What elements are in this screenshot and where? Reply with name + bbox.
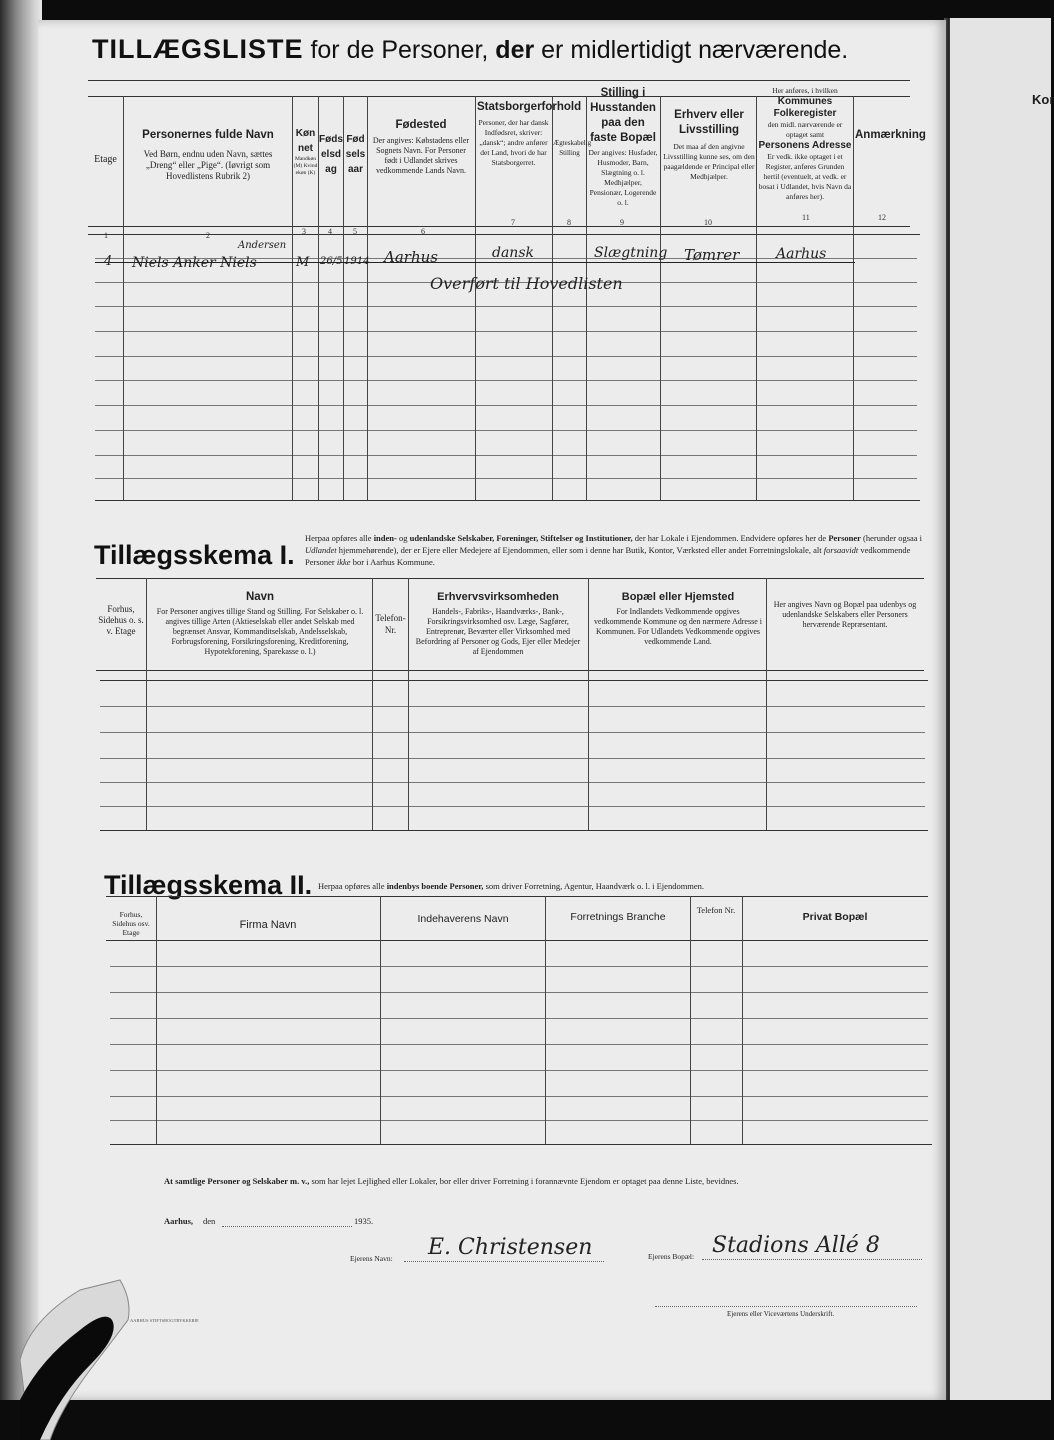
col-occupation-header: Erhverv eller Livsstilling Det maa af den angivne Livsstilling kunne ses, om den paagældende er Principal eller Medhjælper.	[663, 109, 755, 181]
entry-etage: 4	[104, 254, 113, 269]
s1-col-name-header: Navn For Personer angives tillige Stand og Stilling. For Selskaber o. l. angives tillige Arten (Aktieselskab eller andet Selskab med begrænset Ansvar, Kommanditselskab, Andelsselskab, Forbrugsforening, Forsikringsforening, Kreditforening, Hypotekforening, Sparekasse o. l.)	[156, 591, 364, 656]
entry-strikethrough	[95, 262, 855, 263]
s1-col-representative-header: Her angives Navn og Bopæl paa udenbys og udenlandske Selskabers eller Personers herværende Repræsentant.	[773, 600, 917, 629]
col-number: 10	[704, 218, 712, 227]
entry-name: Niels Anker Niels	[132, 255, 257, 271]
col-etage-header: Etage	[94, 154, 117, 165]
entry-sex: M	[296, 255, 310, 270]
form-page	[38, 20, 946, 1400]
col-sex-header: Kønnet Mandkøn (M) Kvindekøn (K)	[293, 128, 318, 176]
schema2-description: Herpaa opføres alle indenbys boende Personer, som driver Forretning, Agentur, Haandværk o. l. i Ejendommen.	[318, 881, 705, 891]
col-marital-header: Ægteskabelig Stilling	[553, 139, 592, 157]
owner-name-label: Ejerens Navn:	[350, 1254, 393, 1263]
entry-birthyear: 1914	[344, 256, 370, 267]
s1-col-phone-header: Telefon-Nr.	[375, 613, 406, 635]
s2-col-firm-header: Firma Navn	[239, 919, 297, 931]
s1-col-residence-header: Bopæl eller Hjemsted For Indlandets Vedkommende opgives vedkommende Kommune og den nærmere Adresse i Kommunen. For Udlandets Vedkommende opgives vedkommende Land.	[594, 591, 762, 646]
entry-note: Overført til Hovedlisten	[430, 274, 623, 293]
title-rest-b: er midlertidigt nærværende.	[541, 36, 849, 64]
date-label: den	[203, 1216, 216, 1226]
entry-household: Slægtning	[594, 245, 668, 261]
col-note-header: Anmærkning	[855, 129, 926, 141]
signature-line	[655, 1306, 917, 1307]
entry-citizenship: dansk	[492, 245, 534, 261]
place-label: Aarhus,	[164, 1216, 194, 1226]
col-number: 9	[620, 218, 624, 227]
col-number: 1	[104, 231, 108, 240]
schema1-title: Tillægsskema I.	[94, 540, 295, 570]
col-citizenship-header: Statsborgerforhold Personer, der har dansk Indfødsret, skriver: „dansk“; andre anfører det Land, hvori de har Statsborgerret.	[477, 101, 582, 167]
col-household-header: Stilling i Husstanden paa den faste Bopæl Der angives: Husfader, Husmoder, Barn, Slægtning o. l. Medhjælper, Pensionær, Logerende o. l.	[588, 87, 658, 207]
col-number: 8	[567, 218, 571, 227]
s1-col-etage-header: Forhus, Sidehus o. s. v. Etage	[98, 604, 144, 636]
owner-address-handwritten: Stadions Allé 8	[712, 1233, 880, 1258]
adjacent-page	[950, 18, 1054, 1400]
title-rest-a: for de Personer,	[310, 36, 489, 64]
schema1-description: Herpaa opføres alle inden- og udenlandske Selskaber, Foreninger, Stiftelser og Institutioner, der har Lokale i Ejendommen. Endvidere opføres her de Personer (herunder ogsaa i Udlandet hjemmehørende), der er Ejere eller Medejere af Ejendommen, eller som i denne har Butik, Kontor, Værksted eller andet Forretningslokale, alt forsaavidt vedkommende Personer ikke bor i Aarhus Kommune.	[305, 533, 923, 567]
owner-name-line	[404, 1261, 604, 1262]
s2-col-branch-header: Forretnings Branche	[570, 911, 666, 923]
col-register-header: Her anføres, i hvilken Kommunes Folkeregister den midl. nærværende er optaget samt Personens Adresse Er vedk. ikke optaget i et Register, anføres Grunden hertil (eventuelt, at vedk. er bosat i Udlandet, hvis Navn da anføres her).	[758, 86, 852, 201]
col-birthplace-header: Fødested Der angives: Købstadens eller Sognets Navn. For Personer født i Udlandet skrives vedkommende Lands Navn.	[372, 119, 470, 175]
owner-name-handwritten: E. Christensen	[428, 1235, 593, 1260]
page-title	[92, 34, 912, 65]
col-number: 6	[421, 227, 425, 236]
title-hand-mark: der	[495, 36, 535, 64]
date-line	[222, 1226, 352, 1227]
col-number: 2	[206, 231, 210, 240]
col-number: 11	[802, 213, 810, 222]
col-number: 3	[302, 227, 306, 236]
attestation-text: At samtlige Personer og Selskaber m. v., som har lejet Lejlighed eller Lokaler, bor eller driver Forretning i forannævnte Ejendom er optaget paa denne Liste, bevidnes.	[164, 1176, 739, 1186]
entry-occupation: Tømrer	[684, 246, 740, 264]
entry-register: Aarhus	[776, 246, 827, 262]
owner-address-label: Ejerens Bopæl:	[648, 1252, 695, 1261]
printer-mark: AARHUS STIFTSBOGTRYKKERIE	[130, 1318, 199, 1323]
col-birthyear-header: Fødselsaar	[345, 134, 366, 175]
col-number: 7	[511, 218, 515, 227]
entry-birthday: 26/5	[320, 256, 343, 267]
s2-col-owner-header: Indehaverens Navn	[417, 913, 509, 925]
col-birthday-header: Fødselsdag	[319, 134, 343, 175]
col-number: 4	[328, 227, 332, 236]
year-label: 1935.	[354, 1216, 374, 1226]
s2-col-etage-header: Forhus, Sidehus osv. Etage	[112, 910, 150, 937]
adjacent-page-fragment: Kor	[1032, 92, 1054, 107]
col-number: 5	[353, 227, 357, 236]
owner-address-line	[702, 1259, 922, 1260]
entry-birthplace: Aarhus	[384, 248, 438, 266]
s2-col-address-header: Privat Bopæl	[802, 911, 868, 923]
s1-col-business-header: Erhvervsvirksomheden Handels-, Fabriks-, Haandværks-, Bank-, Forsikringsvirksomhed osv. Læge, Sagfører, Entreprenør, Beværter eller Virksomhed med Befordring af Personer og Gods, Ejer eller Medejer af Ejendommen	[415, 591, 581, 656]
col-number: 12	[878, 213, 886, 222]
s2-col-phone-header: Telefon Nr.	[696, 905, 736, 915]
title-main-word: TILLÆGSLISTE	[92, 34, 304, 64]
entry-name-insert: Andersen	[238, 240, 287, 251]
schema2-title: Tillægsskema II.	[104, 870, 313, 900]
binder-clip-icon	[20, 1280, 140, 1440]
book-binding-left	[0, 0, 42, 1400]
signature-label: Ejerens eller Viceværtens Underskrift.	[727, 1310, 835, 1318]
col-name-header: Personernes fulde Navn Ved Børn, endnu uden Navn, sættes „Dreng“ eller „Pige“. (Iøvrigt som Hovedlistens Rubrik 2)	[142, 129, 274, 181]
